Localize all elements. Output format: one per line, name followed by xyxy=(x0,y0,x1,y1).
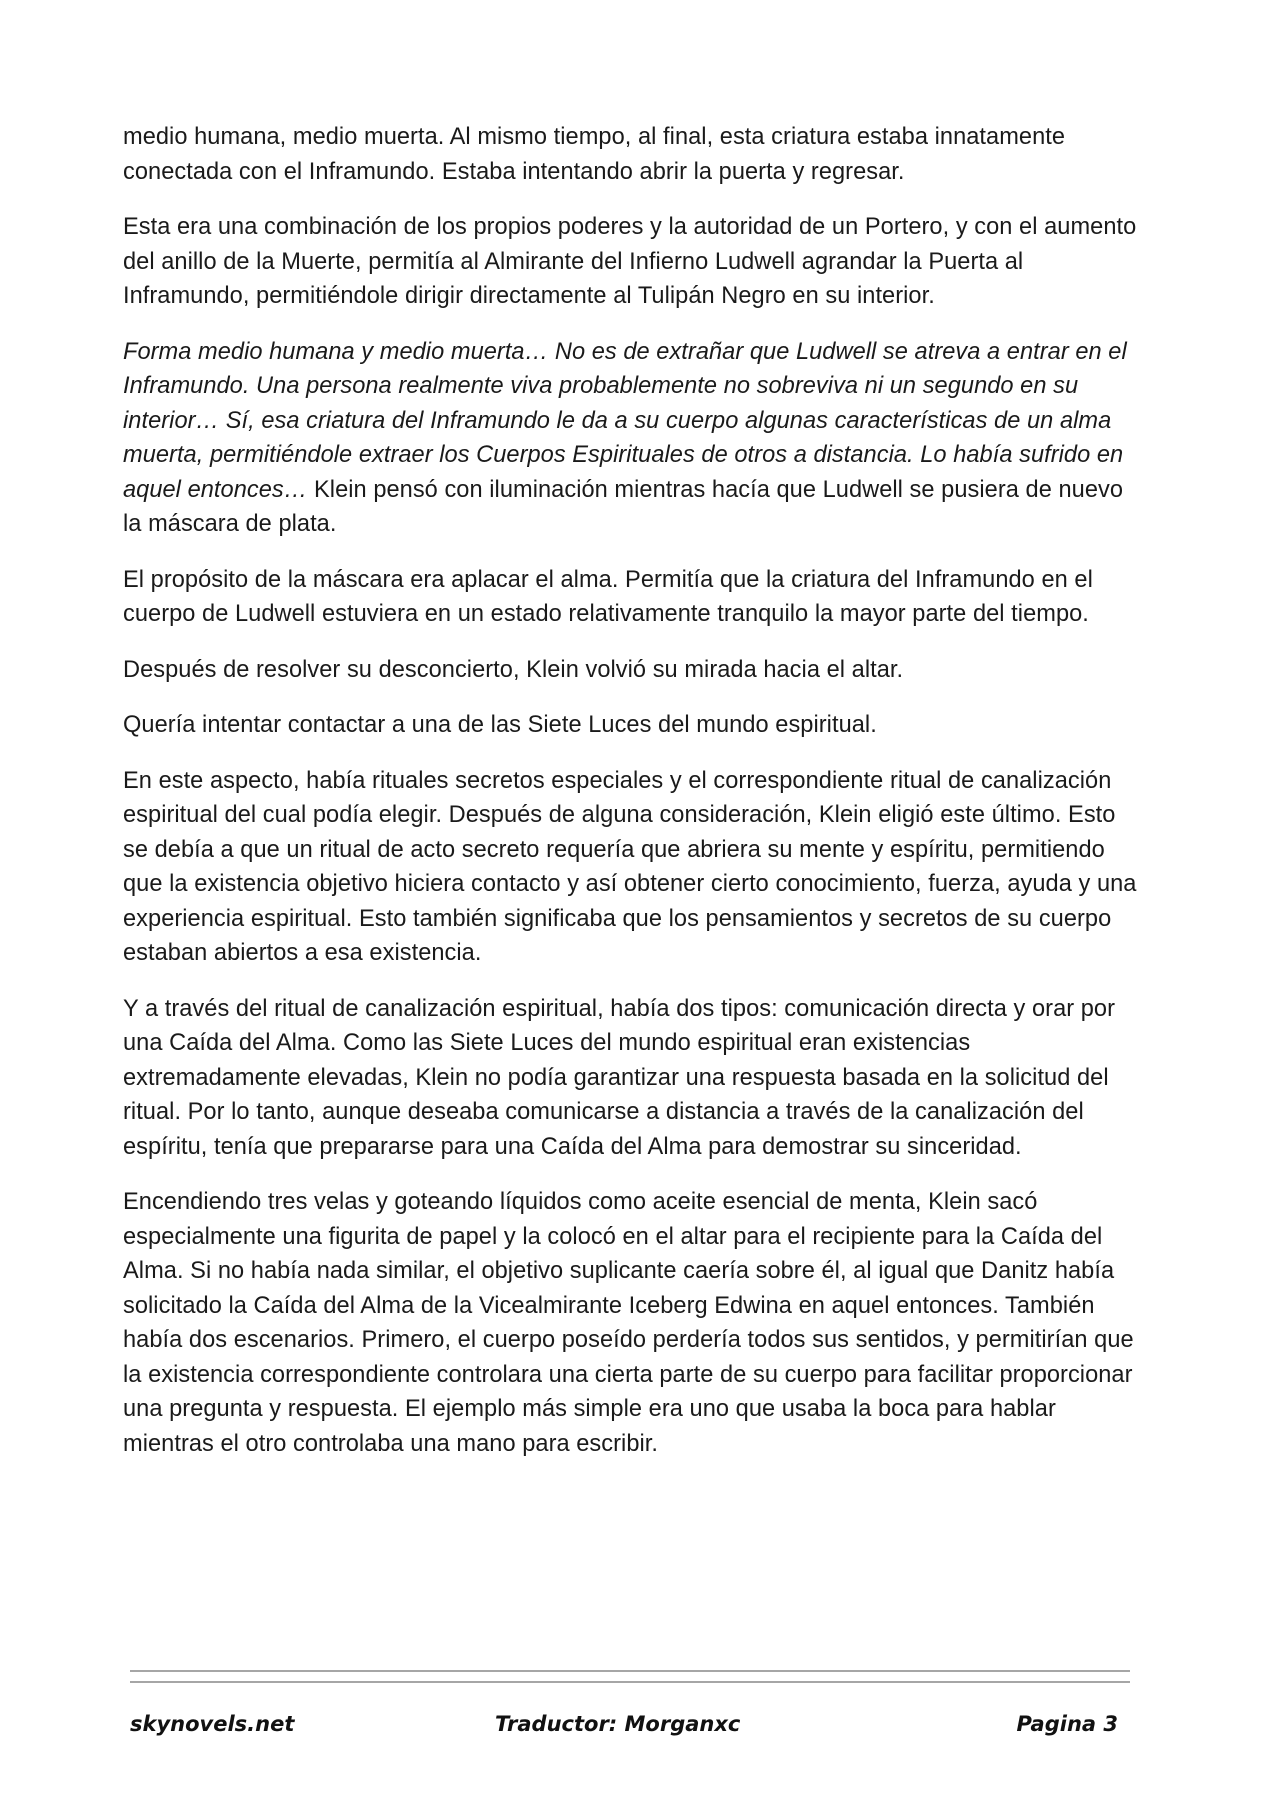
paragraph-7: En este aspecto, había rituales secretos especiales y el correspondiente ritual de canalización espiritual del cual podía elegir. Después de alguna consideración, Klein eligió este último. Esto se debía a que un ritual de acto secreto requería que abriera su mente y espíritu, permitiendo que la existencia objetivo hiciera contacto y así obtener cierto conocimiento, fuerza, ayuda y una experiencia espiritual. Esto también significaba que los pensamientos y secretos de su cuerpo estaban abiertos a esa existencia. xyxy=(123,767,1137,966)
paragraph-8: Y a través del ritual de canalización espiritual, había dos tipos: comunicación directa y orar por una Caída del Alma. Como las Siete Luces del mundo espiritual eran existencias extremadamente elevadas, Klein no podía garantizar una respuesta basada en la solicitud del ritual. Por lo tanto, aunque deseaba comunicarse a distancia a través de la canalización del espíritu, tenía que prepararse para una Caída del Alma para demostrar su sinceridad. xyxy=(123,995,1115,1160)
page-body xyxy=(123,120,1139,1482)
footer-divider-top xyxy=(130,1670,1130,1672)
footer-divider-bottom xyxy=(130,1681,1130,1683)
paragraph-3 xyxy=(123,335,1139,542)
paragraph-6: Quería intentar contactar a una de las Siete Luces del mundo espiritual. xyxy=(123,712,877,738)
paragraph-4: El propósito de la máscara era aplacar el alma. Permitía que la criatura del Inframundo en el cuerpo de Ludwell estuviera en un estado relativamente tranquilo la mayor parte del tiempo. xyxy=(123,566,1093,627)
footer-translator: Traductor: Morganxc xyxy=(495,1712,741,1736)
paragraph-5: Después de resolver su desconcierto, Klein volvió su mirada hacia el altar. xyxy=(123,656,904,683)
footer-site: skynovels.net xyxy=(130,1712,295,1736)
paragraph-1: medio humana, medio muerta. Al mismo tiempo, al final, esta criatura estaba innatamente conectada con el Inframundo. Estaba intentando abrir la puerta y regresar. xyxy=(123,124,1066,185)
paragraph-2: Esta era una combinación de los propios poderes y la autoridad de un Portero, y con el aumento del anillo de la Muerte, permitía al Almirante del Infierno Ludwell agrandar la Puerta al Inframundo, permitiéndole dirigir directamente al Tulipán Negro en su interior. xyxy=(123,214,1137,309)
paragraph-3-text: Klein pensó con iluminación mientras hacía que Ludwell se pusiera de nuevo la máscara de plata. xyxy=(123,476,1124,537)
paragraph-9: Encendiendo tres velas y goteando líquidos como aceite esencial de menta, Klein sacó especialmente una figurita de papel y la colocó en el altar para el recipiente para la Caída del Alma. Si no había nada similar, el objetivo suplicante caería sobre él, al igual que Danitz había solicitado la Caída del Alma de la Vicealmirante Iceberg Edwina en aquel entonces. También había dos escenarios. Primero, el cuerpo poseído perdería todos sus sentidos, y permitirían que la existencia correspondiente controlara una cierta parte de su cuerpo para facilitar proporcionar una pregunta y respuesta. El ejemplo más simple era uno que usaba la boca para hablar mientras el otro controlaba una mano para escribir. xyxy=(123,1189,1134,1457)
footer-page-number: Pagina 3 xyxy=(1016,1712,1118,1736)
paragraph-3-italic-thought: Forma medio humana y medio muerta… No es de extrañar que Ludwell se atreva a entrar en el Inframundo. Una persona realmente viva probablemente no sobreviva ni un segundo en su interior… Sí, esa criatura del Inframundo le da a su cuerpo algunas características de un alma muerta, permitiéndole extraer los Cuerpos Espirituales de otros a distancia. Lo había sufrido en aquel entonces… xyxy=(123,338,1127,503)
